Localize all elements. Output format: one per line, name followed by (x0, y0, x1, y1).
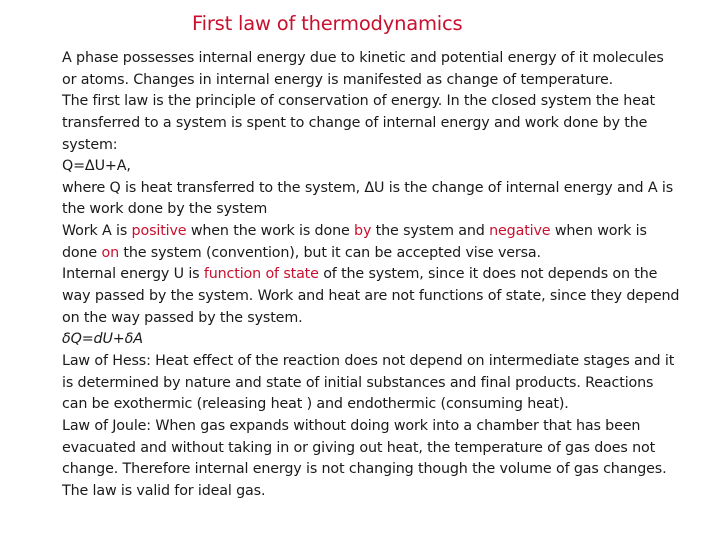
text-line (62, 438, 712, 460)
text-line (62, 286, 712, 308)
text-segment: A phase possesses internal energy due to kinetic and potential energy of it molecules (62, 50, 664, 66)
text-segment: on the way passed by the system. (62, 309, 303, 326)
text-segment: Internal energy U is (62, 266, 204, 283)
text-segment: or atoms. Changes in internal energy is manifested as change of temperature. (62, 71, 614, 88)
text-line (62, 243, 712, 265)
text-line (62, 329, 712, 351)
text-line (62, 135, 712, 157)
text-segment: system: (62, 136, 118, 153)
text-segment: done (62, 244, 102, 261)
text-segment: way passed by the system. Work and heat are not functions of state, since they depend (62, 288, 680, 305)
highlighted-term: by (354, 223, 372, 240)
text-segment: is determined by nature and state of initial substances and final products. Reactions (62, 374, 654, 391)
page-title: First law of thermodynamics (192, 12, 463, 35)
highlighted-term: function of state (203, 266, 319, 283)
text-line (62, 416, 712, 438)
text-line (62, 481, 712, 503)
text-segment: the system (convention), but it can be accepted vise versa. (119, 244, 541, 261)
text-segment: when work is (550, 223, 647, 240)
text-line (62, 178, 712, 200)
text-line (62, 156, 712, 178)
text-segment: change. Therefore internal energy is not changing though the volume of gas changes. (62, 461, 667, 478)
text-segment: can be exothermic (releasing heat ) and endothermic (consuming heat). (62, 396, 569, 413)
text-segment: the work done by the system (62, 201, 268, 218)
document-body (62, 48, 712, 502)
formula: δQ=dU+δA (62, 331, 143, 348)
text-segment: transferred to a system is spent to change of internal energy and work done by the (62, 114, 648, 131)
text-line (62, 113, 712, 135)
text-segment: The law is valid for ideal gas. (62, 482, 266, 499)
text-line (62, 394, 712, 416)
text-line (62, 373, 712, 395)
text-segment: of the system, since it does not depends on the (318, 266, 658, 283)
text-line (62, 221, 712, 243)
text-line (62, 459, 712, 481)
formula: Q=ΔU+A, (62, 158, 131, 175)
text-line (62, 351, 712, 373)
text-segment: Law of Joule: When gas expands without doing work into a chamber that has been (62, 417, 641, 434)
text-segment: where Q is heat transferred to the system, ΔU is the change of internal energy and A is (62, 179, 674, 196)
text-segment: the system and (371, 223, 490, 240)
text-segment: Law of Hess: Heat effect of the reaction does not depend on intermediate stages and it (62, 352, 675, 369)
text-segment: The first law is the principle of conservation of energy. In the closed system the heat (62, 93, 655, 110)
highlighted-term: on (101, 244, 119, 261)
text-segment: when the work is done (186, 223, 355, 240)
text-line (62, 70, 712, 92)
text-segment: evacuated and without taking in or giving out heat, the temperature of gas does not (62, 439, 656, 456)
text-line (62, 48, 712, 70)
text-line (62, 308, 712, 330)
text-segment: Work A is (62, 223, 132, 240)
text-line (62, 264, 712, 286)
text-line (62, 91, 712, 113)
highlighted-term: negative (489, 223, 551, 240)
highlighted-term: positive (131, 223, 187, 240)
text-line (62, 199, 712, 221)
